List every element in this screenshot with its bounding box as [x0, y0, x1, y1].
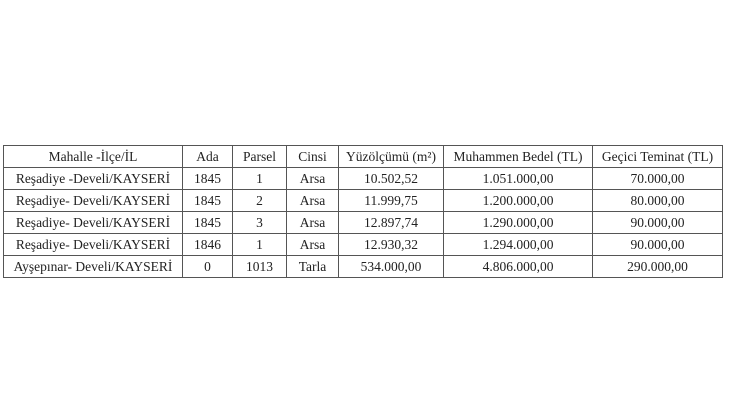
cell-gecici-teminat: 90.000,00 — [593, 234, 723, 256]
cell-gecici-teminat: 70.000,00 — [593, 168, 723, 190]
table-row — [4, 234, 723, 256]
cell-muhammen-bedel: 4.806.000,00 — [444, 256, 593, 278]
cell-parsel: 1 — [233, 168, 287, 190]
cell-yuzolcumu: 12.930,32 — [339, 234, 444, 256]
cell-cinsi: Arsa — [287, 190, 339, 212]
land-auction-table — [3, 145, 723, 278]
cell-ada: 1845 — [183, 212, 233, 234]
table-row — [4, 190, 723, 212]
cell-parsel: 1 — [233, 234, 287, 256]
cell-mahalle: Reşadiye- Develi/KAYSERİ — [4, 212, 183, 234]
cell-muhammen-bedel: 1.290.000,00 — [444, 212, 593, 234]
header-parsel: Parsel — [233, 146, 287, 168]
cell-ada: 1846 — [183, 234, 233, 256]
cell-ada: 1845 — [183, 168, 233, 190]
cell-yuzolcumu: 10.502,52 — [339, 168, 444, 190]
cell-yuzolcumu: 534.000,00 — [339, 256, 444, 278]
cell-cinsi: Arsa — [287, 212, 339, 234]
cell-yuzolcumu: 12.897,74 — [339, 212, 444, 234]
cell-gecici-teminat: 290.000,00 — [593, 256, 723, 278]
cell-parsel: 1013 — [233, 256, 287, 278]
cell-muhammen-bedel: 1.200.000,00 — [444, 190, 593, 212]
cell-parsel: 2 — [233, 190, 287, 212]
cell-cinsi: Tarla — [287, 256, 339, 278]
cell-cinsi: Arsa — [287, 168, 339, 190]
cell-ada: 1845 — [183, 190, 233, 212]
table-row — [4, 168, 723, 190]
cell-parsel: 3 — [233, 212, 287, 234]
table-header-row — [4, 146, 723, 168]
cell-gecici-teminat: 90.000,00 — [593, 212, 723, 234]
table-row — [4, 212, 723, 234]
cell-mahalle: Reşadiye- Develi/KAYSERİ — [4, 190, 183, 212]
cell-mahalle: Ayşepınar- Develi/KAYSERİ — [4, 256, 183, 278]
table-row — [4, 256, 723, 278]
cell-cinsi: Arsa — [287, 234, 339, 256]
cell-muhammen-bedel: 1.294.000,00 — [444, 234, 593, 256]
cell-ada: 0 — [183, 256, 233, 278]
cell-gecici-teminat: 80.000,00 — [593, 190, 723, 212]
header-ada: Ada — [183, 146, 233, 168]
cell-mahalle: Reşadiye- Develi/KAYSERİ — [4, 234, 183, 256]
header-mahalle: Mahalle -İlçe/İL — [4, 146, 183, 168]
header-cinsi: Cinsi — [287, 146, 339, 168]
header-muhammen-bedel: Muhammen Bedel (TL) — [444, 146, 593, 168]
cell-yuzolcumu: 11.999,75 — [339, 190, 444, 212]
header-yuzolcumu: Yüzölçümü (m²) — [339, 146, 444, 168]
header-gecici-teminat: Geçici Teminat (TL) — [593, 146, 723, 168]
cell-mahalle: Reşadiye -Develi/KAYSERİ — [4, 168, 183, 190]
cell-muhammen-bedel: 1.051.000,00 — [444, 168, 593, 190]
